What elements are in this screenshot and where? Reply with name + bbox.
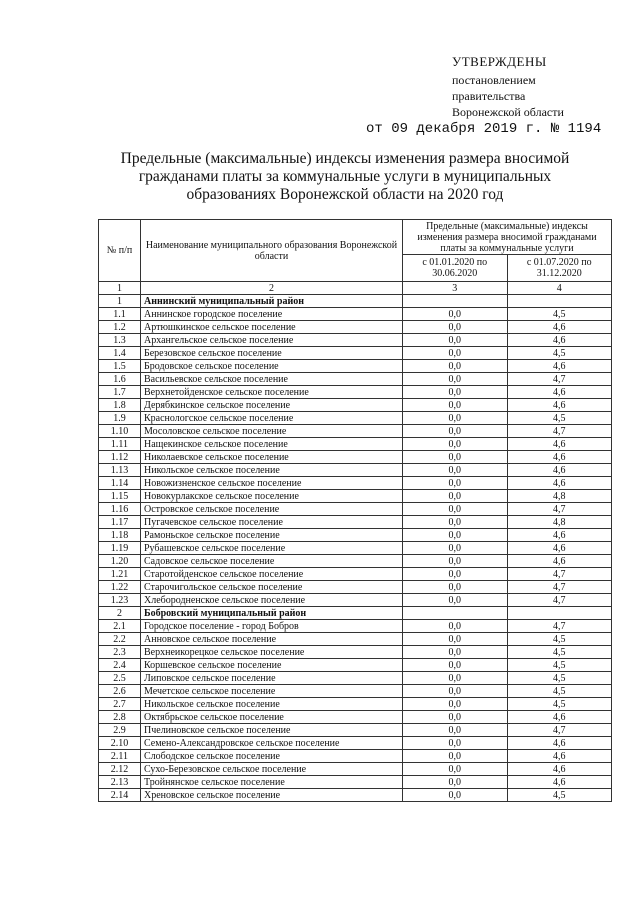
row-value-period-1: 0,0 — [403, 321, 508, 334]
row-value-period-1: 0,0 — [403, 347, 508, 360]
header-number: № п/п — [99, 220, 141, 282]
table-row — [99, 399, 612, 412]
row-number: 1.11 — [99, 438, 141, 451]
row-value-period-2: 4,8 — [507, 516, 612, 529]
row-value-period-2: 4,6 — [507, 334, 612, 347]
row-name: Слободское сельское поселение — [141, 750, 403, 763]
row-name: Садовское сельское поселение — [141, 555, 403, 568]
table-row — [99, 594, 612, 607]
row-value-period-2: 4,6 — [507, 360, 612, 373]
row-name: Новожизненское сельское поселение — [141, 477, 403, 490]
row-name: Никольское сельское поселение — [141, 464, 403, 477]
row-number: 1.10 — [99, 425, 141, 438]
row-number: 1.1 — [99, 308, 141, 321]
row-number: 1.22 — [99, 581, 141, 594]
approval-heading: УТВЕРЖДЕНЫ — [452, 54, 547, 69]
column-number: 2 — [141, 282, 403, 295]
row-name: Тройнянское сельское поселение — [141, 776, 403, 789]
table-row — [99, 620, 612, 633]
row-value-period-2: 4,6 — [507, 555, 612, 568]
row-value-period-2: 4,6 — [507, 386, 612, 399]
row-value-period-1: 0,0 — [403, 503, 508, 516]
row-number: 2.4 — [99, 659, 141, 672]
indices-table — [98, 219, 612, 802]
row-value-period-2: 4,5 — [507, 646, 612, 659]
row-value-period-1: 0,0 — [403, 594, 508, 607]
row-value-period-1: 0,0 — [403, 516, 508, 529]
row-value-period-2: 4,5 — [507, 789, 612, 802]
document-title: Предельные (максимальные) индексы изменения размера вносимой гражданами платы за коммунальные услуги в муниципальных образованиях Воронежской области на 2020 год — [120, 150, 570, 203]
row-number: 1.7 — [99, 386, 141, 399]
row-name: Дерябкинское сельское поселение — [141, 399, 403, 412]
row-value-period-2: 4,6 — [507, 438, 612, 451]
table-row — [99, 308, 612, 321]
header-period-1: с 01.01.2020 по 30.06.2020 — [403, 255, 508, 282]
row-value-period-1: 0,0 — [403, 490, 508, 503]
approval-line-3: Воронежской области — [452, 105, 564, 119]
row-value-period-2: 4,5 — [507, 412, 612, 425]
header-period-2: с 01.07.2020 по 31.12.2020 — [507, 255, 612, 282]
table-row — [99, 555, 612, 568]
row-value-period-2: 4,7 — [507, 594, 612, 607]
column-numbers-row — [99, 282, 612, 295]
table-row — [99, 386, 612, 399]
row-value-period-2: 4,6 — [507, 763, 612, 776]
row-name: Сухо-Березовское сельское поселение — [141, 763, 403, 776]
row-name: Рамоньское сельское поселение — [141, 529, 403, 542]
table-row — [99, 581, 612, 594]
row-number: 2.3 — [99, 646, 141, 659]
row-value-period-1: 0,0 — [403, 724, 508, 737]
row-name: Никольское сельское поселение — [141, 698, 403, 711]
row-number: 1.13 — [99, 464, 141, 477]
row-name: Старочигольское сельское поселение — [141, 581, 403, 594]
row-name: Васильевское сельское поселение — [141, 373, 403, 386]
row-name: Мечетское сельское поселение — [141, 685, 403, 698]
table-row — [99, 321, 612, 334]
row-number: 2 — [99, 607, 141, 620]
row-number: 2.1 — [99, 620, 141, 633]
row-name: Артюшкинское сельское поселение — [141, 321, 403, 334]
row-number: 1.17 — [99, 516, 141, 529]
table-row — [99, 425, 612, 438]
row-number: 2.5 — [99, 672, 141, 685]
row-number: 1.15 — [99, 490, 141, 503]
table-row — [99, 633, 612, 646]
row-name: Липовское сельское поселение — [141, 672, 403, 685]
row-name: Рубашевское сельское поселение — [141, 542, 403, 555]
row-value-period-1: 0,0 — [403, 477, 508, 490]
row-value-period-2: 4,6 — [507, 451, 612, 464]
table-row — [99, 412, 612, 425]
row-value-period-1: 0,0 — [403, 685, 508, 698]
row-name: Краснологское сельское поселение — [141, 412, 403, 425]
table-row — [99, 542, 612, 555]
row-value-period-2: 4,6 — [507, 464, 612, 477]
row-name: Аннинский муниципальный район — [141, 295, 403, 308]
table-row — [99, 360, 612, 373]
row-value-period-1: 0,0 — [403, 425, 508, 438]
row-value-period-2: 4,6 — [507, 399, 612, 412]
row-value-period-1: 0,0 — [403, 633, 508, 646]
row-number: 1.9 — [99, 412, 141, 425]
row-value-period-1: 0,0 — [403, 451, 508, 464]
row-name: Хлебородненское сельское поселение — [141, 594, 403, 607]
column-number: 4 — [507, 282, 612, 295]
table-row — [99, 789, 612, 802]
row-name: Бобровский муниципальный район — [141, 607, 403, 620]
row-value-period-1: 0,0 — [403, 672, 508, 685]
row-value-period-1: 0,0 — [403, 620, 508, 633]
row-number: 1.21 — [99, 568, 141, 581]
row-name: Новокурлакское сельское поселение — [141, 490, 403, 503]
table-row — [99, 763, 612, 776]
row-value-period-1: 0,0 — [403, 698, 508, 711]
row-number: 1.4 — [99, 347, 141, 360]
row-value-period-2 — [507, 295, 612, 308]
table-row — [99, 711, 612, 724]
row-name: Пугачевское сельское поселение — [141, 516, 403, 529]
row-name: Октябрьское сельское поселение — [141, 711, 403, 724]
row-value-period-2 — [507, 607, 612, 620]
table-row — [99, 659, 612, 672]
row-number: 2.6 — [99, 685, 141, 698]
row-number: 1.12 — [99, 451, 141, 464]
table-row — [99, 373, 612, 386]
table-row — [99, 464, 612, 477]
row-value-period-1: 0,0 — [403, 555, 508, 568]
row-number: 1.8 — [99, 399, 141, 412]
table-row — [99, 503, 612, 516]
row-name: Николаевское сельское поселение — [141, 451, 403, 464]
row-value-period-2: 4,7 — [507, 620, 612, 633]
table-row — [99, 477, 612, 490]
row-number: 2.13 — [99, 776, 141, 789]
row-value-period-1: 0,0 — [403, 581, 508, 594]
row-value-period-1: 0,0 — [403, 308, 508, 321]
table-row — [99, 776, 612, 789]
row-name: Нащекинское сельское поселение — [141, 438, 403, 451]
row-value-period-1: 0,0 — [403, 438, 508, 451]
table-row — [99, 516, 612, 529]
table-row — [99, 672, 612, 685]
row-number: 1.14 — [99, 477, 141, 490]
row-number: 2.8 — [99, 711, 141, 724]
row-value-period-1: 0,0 — [403, 334, 508, 347]
row-number: 1.20 — [99, 555, 141, 568]
row-number: 2.12 — [99, 763, 141, 776]
row-value-period-1: 0,0 — [403, 659, 508, 672]
row-number: 2.14 — [99, 789, 141, 802]
row-value-period-2: 4,7 — [507, 425, 612, 438]
row-value-period-2: 4,8 — [507, 490, 612, 503]
row-number: 1.16 — [99, 503, 141, 516]
row-value-period-2: 4,7 — [507, 373, 612, 386]
table-row — [99, 737, 612, 750]
row-value-period-1: 0,0 — [403, 464, 508, 477]
table-row — [99, 451, 612, 464]
table-row — [99, 529, 612, 542]
row-value-period-2: 4,5 — [507, 698, 612, 711]
table-row — [99, 698, 612, 711]
row-value-period-2: 4,5 — [507, 347, 612, 360]
row-name: Березовское сельское поселение — [141, 347, 403, 360]
row-value-period-2: 4,6 — [507, 711, 612, 724]
row-value-period-2: 4,5 — [507, 685, 612, 698]
row-value-period-2: 4,5 — [507, 659, 612, 672]
row-number: 1.2 — [99, 321, 141, 334]
row-number: 2.2 — [99, 633, 141, 646]
row-value-period-2: 4,7 — [507, 724, 612, 737]
row-name: Старотойденское сельское поселение — [141, 568, 403, 581]
row-value-period-2: 4,6 — [507, 776, 612, 789]
row-name: Анновское сельское поселение — [141, 633, 403, 646]
table-row — [99, 334, 612, 347]
district-row — [99, 295, 612, 308]
row-name: Мосоловское сельское поселение — [141, 425, 403, 438]
row-number: 1.18 — [99, 529, 141, 542]
row-number: 2.10 — [99, 737, 141, 750]
row-number: 2.11 — [99, 750, 141, 763]
row-value-period-1: 0,0 — [403, 789, 508, 802]
row-name: Верхнеикорецкое сельское поселение — [141, 646, 403, 659]
table-row — [99, 685, 612, 698]
row-number: 1.6 — [99, 373, 141, 386]
row-value-period-1: 0,0 — [403, 529, 508, 542]
row-number: 1.3 — [99, 334, 141, 347]
table-row — [99, 750, 612, 763]
row-value-period-1: 0,0 — [403, 542, 508, 555]
row-name: Городское поселение - город Бобров — [141, 620, 403, 633]
row-name: Архангельское сельское поселение — [141, 334, 403, 347]
date-stamp: от 09 декабря 2019 г. № 1194 — [366, 121, 602, 137]
column-number: 3 — [403, 282, 508, 295]
row-value-period-2: 4,6 — [507, 737, 612, 750]
district-row — [99, 607, 612, 620]
row-value-period-1: 0,0 — [403, 646, 508, 659]
row-name: Коршевское сельское поселение — [141, 659, 403, 672]
row-number: 1.19 — [99, 542, 141, 555]
approval-line-1: постановлением — [452, 73, 536, 87]
table-row — [99, 438, 612, 451]
row-value-period-1: 0,0 — [403, 750, 508, 763]
row-name: Верхнетойденское сельское поселение — [141, 386, 403, 399]
row-value-period-2: 4,7 — [507, 503, 612, 516]
approval-block — [452, 54, 564, 120]
row-value-period-2: 4,6 — [507, 750, 612, 763]
row-number: 1.5 — [99, 360, 141, 373]
row-value-period-1: 0,0 — [403, 711, 508, 724]
row-value-period-1: 0,0 — [403, 373, 508, 386]
table-row — [99, 490, 612, 503]
row-value-period-1 — [403, 607, 508, 620]
row-value-period-1: 0,0 — [403, 386, 508, 399]
row-value-period-1: 0,0 — [403, 412, 508, 425]
table-body — [99, 282, 612, 802]
header-indices: Предельные (максимальные) индексы изменения размера вносимой гражданами платы за коммунальные услуги — [403, 220, 612, 255]
row-value-period-2: 4,6 — [507, 542, 612, 555]
row-number: 2.7 — [99, 698, 141, 711]
row-value-period-2: 4,5 — [507, 633, 612, 646]
table-row — [99, 568, 612, 581]
row-value-period-2: 4,5 — [507, 672, 612, 685]
row-value-period-2: 4,6 — [507, 529, 612, 542]
row-number: 1.23 — [99, 594, 141, 607]
table-row — [99, 724, 612, 737]
row-value-period-1: 0,0 — [403, 568, 508, 581]
row-value-period-1: 0,0 — [403, 763, 508, 776]
row-value-period-1: 0,0 — [403, 737, 508, 750]
row-name: Хреновское сельское поселение — [141, 789, 403, 802]
row-value-period-1: 0,0 — [403, 360, 508, 373]
row-name: Аннинское городское поселение — [141, 308, 403, 321]
row-number: 1 — [99, 295, 141, 308]
approval-line-2: правительства — [452, 89, 526, 103]
row-value-period-1: 0,0 — [403, 399, 508, 412]
table-row — [99, 646, 612, 659]
row-value-period-1: 0,0 — [403, 776, 508, 789]
table-row — [99, 347, 612, 360]
row-name: Пчелиновское сельское поселение — [141, 724, 403, 737]
row-value-period-2: 4,6 — [507, 477, 612, 490]
header-name: Наименование муниципального образования Воронежской области — [141, 220, 403, 282]
row-value-period-2: 4,5 — [507, 308, 612, 321]
row-value-period-1 — [403, 295, 508, 308]
row-name: Бродовское сельское поселение — [141, 360, 403, 373]
row-value-period-2: 4,7 — [507, 581, 612, 594]
column-number: 1 — [99, 282, 141, 295]
row-value-period-2: 4,7 — [507, 568, 612, 581]
row-name: Островское сельское поселение — [141, 503, 403, 516]
row-number: 2.9 — [99, 724, 141, 737]
row-value-period-2: 4,6 — [507, 321, 612, 334]
row-name: Семено-Александровское сельское поселение — [141, 737, 403, 750]
